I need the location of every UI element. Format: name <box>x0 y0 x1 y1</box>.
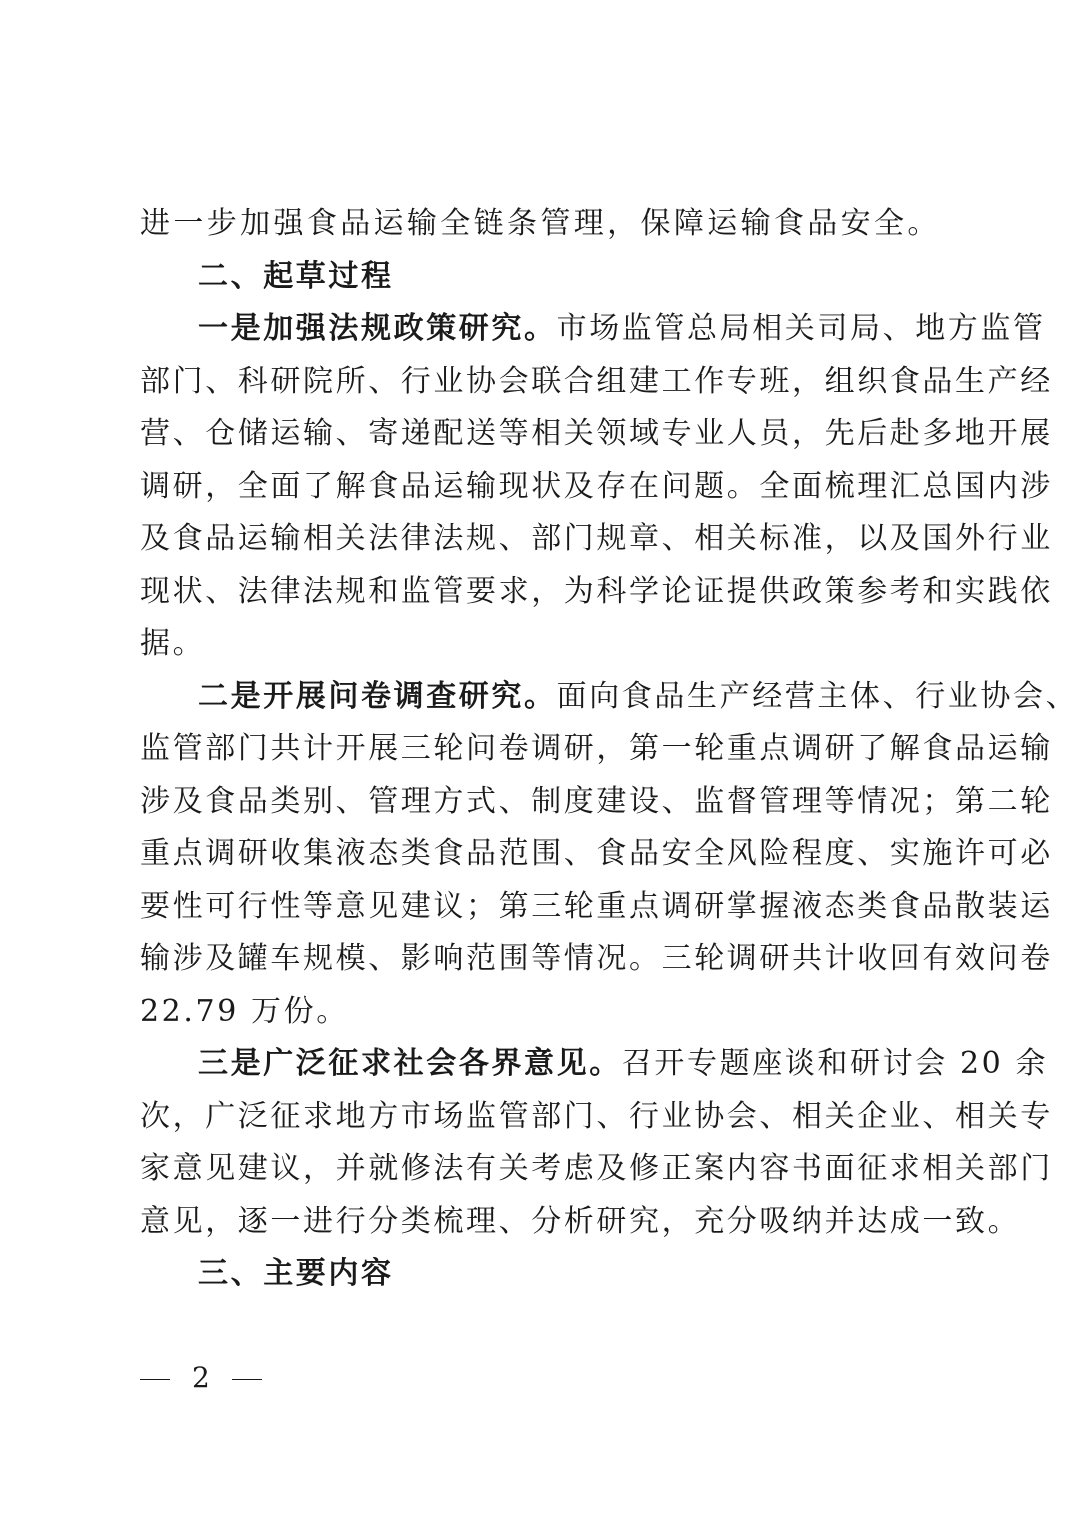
paragraph-public-opinion <box>140 1038 1053 1248</box>
footer-dash-left <box>140 1379 170 1381</box>
paragraph-line: 次，广泛征求地方市场监管部门、行业协会、相关企业、相关专 <box>140 1098 1053 1134</box>
paragraph-line: 及食品运输相关法律法规、部门规章、相关标准，以及国外行业 <box>140 521 1053 556</box>
paragraph-text: 召开专题座谈和研讨会 20 余 <box>621 1046 1049 1081</box>
paragraph-questionnaire-research <box>140 671 1079 1039</box>
paragraph-lead: 二是开展问卷调查研究。 <box>198 678 557 714</box>
paragraph-policy-research <box>140 303 1053 671</box>
paragraph-line: 家意见建议，并就修法有关考虑及修正案内容书面征求相关部门 <box>140 1151 1053 1186</box>
footer-dash-right <box>232 1379 262 1381</box>
paragraph-last-line: 意见，逐一进行分类梳理、分析研究，充分吸纳并达成一致。 <box>140 1203 1021 1239</box>
paragraph-line: 现状、法律法规和监管要求，为科学论证提供政策参考和实践依 <box>140 573 1053 609</box>
paragraph-first-line <box>140 1038 1049 1091</box>
paragraph-last-line: 据。 <box>140 626 206 661</box>
paragraph-line: 调研，全面了解食品运输现状及存在问题。全面梳理汇总国内涉 <box>140 468 1053 504</box>
paragraph-first-line <box>140 303 1046 356</box>
paragraph-last-line: 22.79 万份。 <box>140 993 349 1029</box>
paragraph-line: 涉及食品类别、管理方式、制度建设、监督管理等情况；第二轮 <box>140 783 1053 819</box>
paragraph-lead: 三是广泛征求社会各界意见。 <box>198 1046 622 1081</box>
paragraph-text: 面向食品生产经营主体、行业协会、 <box>556 678 1079 714</box>
intro-line: 进一步加强食品运输全链条管理，保障运输食品安全。 <box>140 206 940 241</box>
page-number: 2 <box>192 1361 210 1394</box>
paragraph-line: 要性可行性等意见建议；第三轮重点调研掌握液态类食品散装运 <box>140 888 1053 924</box>
paragraph-first-line <box>140 671 1079 724</box>
paragraph-line: 营、仓储运输、寄递配送等相关领域专业人员，先后赴多地开展 <box>140 416 1053 451</box>
paragraph-line: 部门、科研院所、行业协会联合组建工作专班，组织食品生产经 <box>140 363 1053 399</box>
paragraph-text: 市场监管总局相关司局、地方监管 <box>556 311 1046 346</box>
section-heading-main-content: 三、主要内容 <box>198 1256 394 1291</box>
paragraph-line: 监管部门共计开展三轮问卷调研，第一轮重点调研了解食品运输 <box>140 731 1053 766</box>
paragraph-lead: 一是加强法规政策研究。 <box>198 311 557 346</box>
page-footer <box>140 1358 262 1398</box>
paragraph-line: 重点调研收集液态类食品范围、食品安全风险程度、实施许可必 <box>140 836 1053 871</box>
paragraph-line: 输涉及罐车规模、影响范围等情况。三轮调研共计收回有效问卷 <box>140 941 1053 976</box>
document-body <box>140 198 1079 1301</box>
section-heading-drafting-process: 二、起草过程 <box>198 258 394 294</box>
